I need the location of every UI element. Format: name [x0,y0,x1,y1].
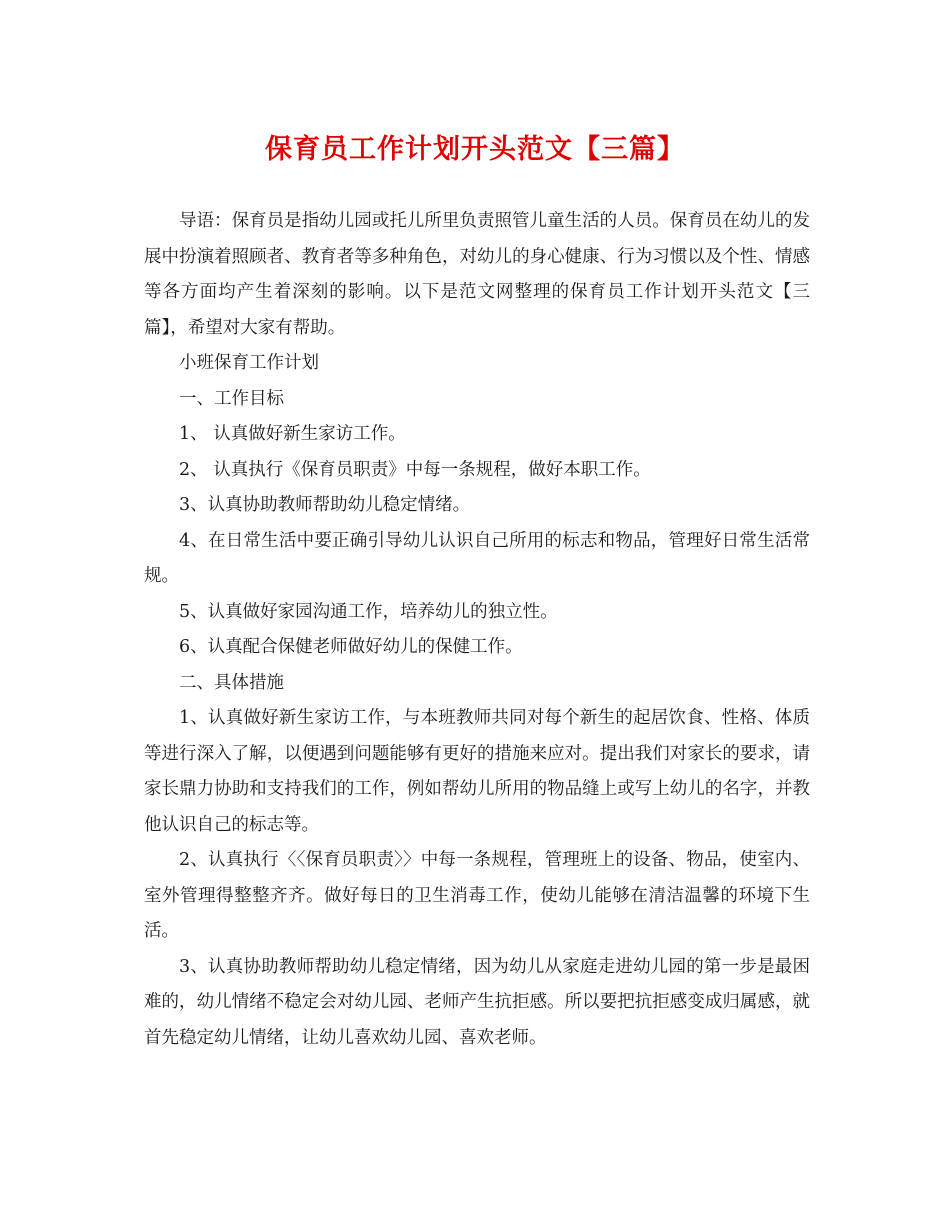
goal-item: 6、认真配合保健老师做好幼儿的保健工作。 [179,637,523,657]
document-body [144,204,810,1056]
goal-item: 4、在日常生活中要正确引导幼儿认识自己所用的标志和物品，管理好日常生活常规。 [144,530,810,586]
document-title: 保育员工作计划开头范文【三篇】 [265,134,685,165]
section-heading-plan: 小班保育工作计划 [179,353,319,373]
measure-item: 1、认真做好新生家访工作，与本班教师共同对每个新生的起居饮食、性格、体质等进行深入了解，以便遇到问题能够有更好的措施来应对。提出我们对家长的要求，请家长鼎力协助和支持我们的工作，例如帮幼儿所用的物品缝上或写上幼儿的名字，并教他认识自己的标志等。 [144,708,810,835]
intro-paragraph: 导语：保育员是指幼儿园或托儿所里负责照管儿童生活的人员。保育员在幼儿的发展中扮演着照顾者、教育者等多种角色，对幼儿的身心健康、行为习惯以及个性、情感等各方面均产生着深刻的影响。以下是范文网整理的保育员工作计划开头范文【三篇】，希望对大家有帮助。 [144,211,810,338]
section-heading-goals: 一、工作目标 [179,388,284,409]
goal-item: 1、 认真做好新生家访工作。 [179,424,406,444]
section-heading-measures: 二、具体措施 [179,672,284,693]
measure-item: 3、认真协助教师帮助幼儿稳定情绪，因为幼儿从家庭走进幼儿园的第一步是最困难的，幼儿情绪不稳定会对幼儿园、老师产生抗拒感。所以要把抗拒感变成归属感，就首先稳定幼儿情绪，让幼儿喜欢幼儿园、喜欢老师。 [144,956,810,1048]
goal-item: 5、认真做好家园沟通工作，培养幼儿的独立性。 [179,601,558,622]
goal-item: 2、 认真执行《保育员职责》中每一条规程，做好本职工作。 [179,459,651,480]
goal-item: 3、认真协助教师帮助幼儿稳定情绪。 [179,495,471,515]
measure-item: 2、认真执行〈〈保育员职责〉〉中每一条规程，管理班上的设备、物品，使室内、室外管理得整整齐齐。做好每日的卫生消毒工作，使幼儿能够在清洁温馨的环境下生活。 [144,850,810,941]
